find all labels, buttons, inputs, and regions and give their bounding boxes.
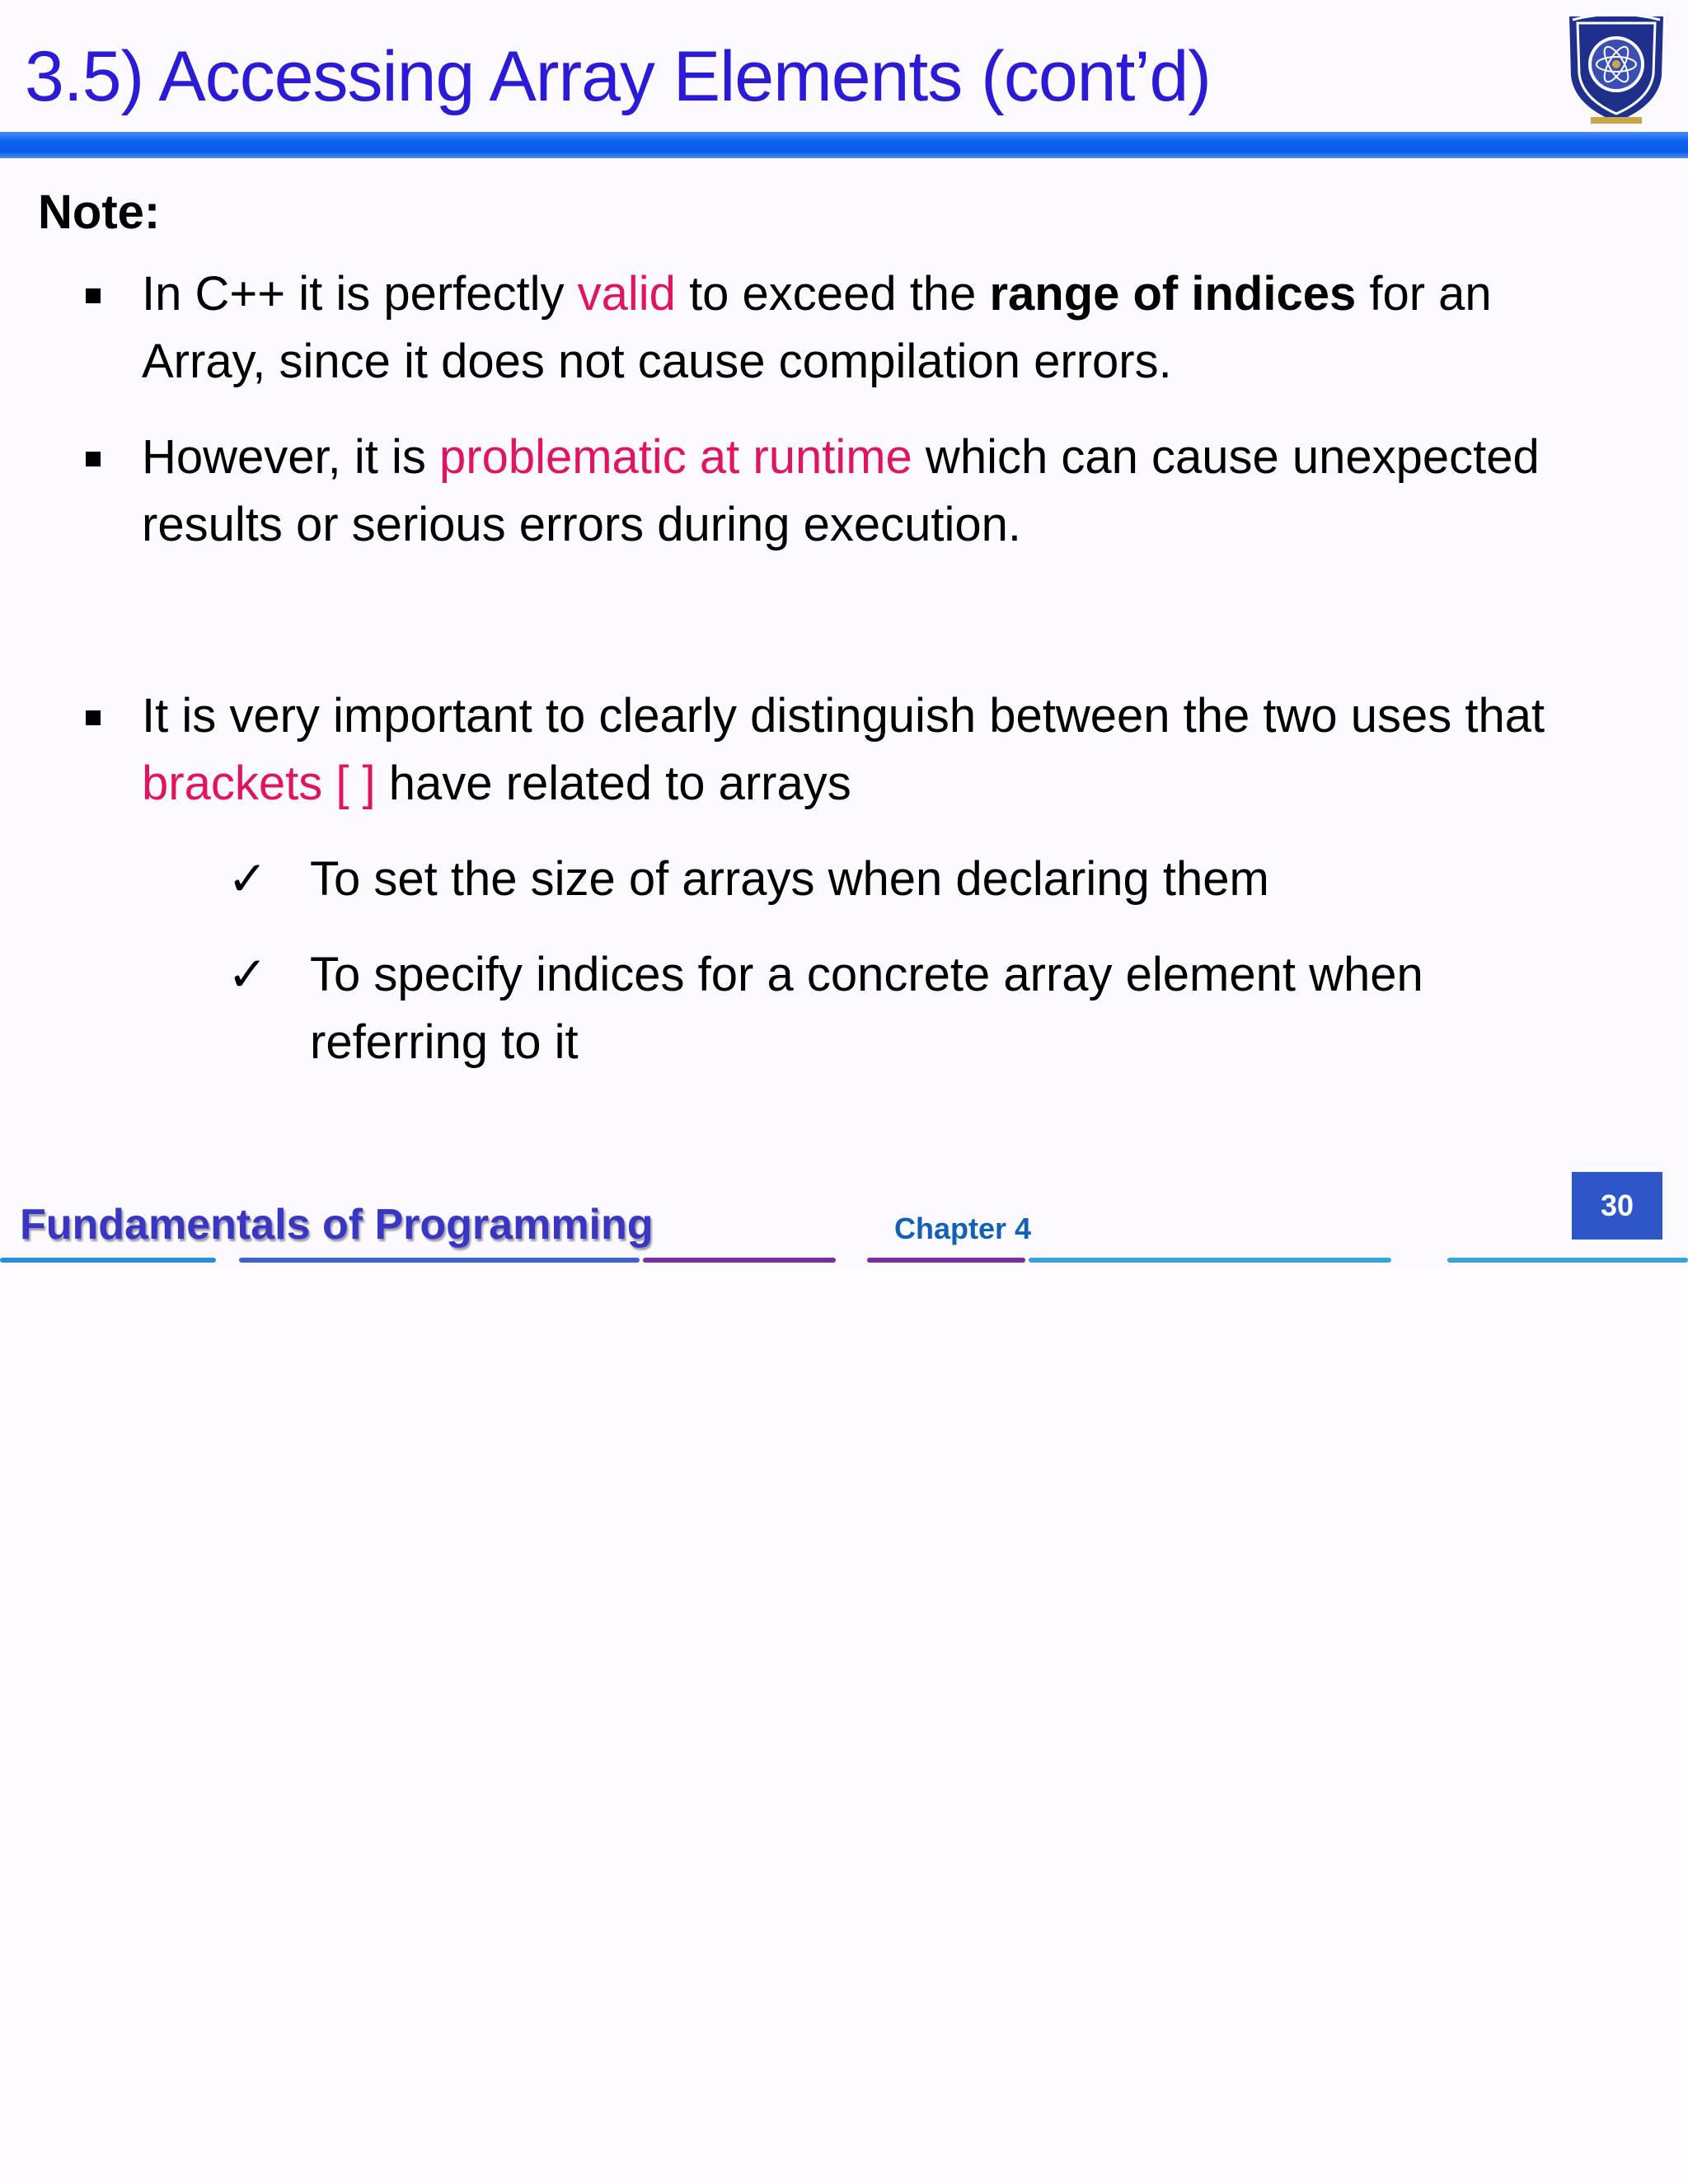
square-bullet-icon [38,424,142,491]
footer-line-segment [1447,1258,1688,1263]
highlight-brackets: brackets [ ] [142,757,376,810]
footer-line-segment [1029,1258,1391,1263]
footer-line-segment [0,1258,216,1263]
footer-line-segment [239,1258,640,1263]
note-heading: Note: [38,185,161,239]
highlight-problematic-at-runtime: problematic at runtime [439,430,912,484]
checkmark-icon: ✓ [227,852,268,906]
sub-bullet-specify-indices: ✓ To specify indices for a concrete array element when referring to it [310,941,1596,1076]
square-bullet-icon [38,260,142,328]
footer-course-title: Fundamentals of Programming [20,1201,654,1249]
checkmark-icon: ✓ [227,948,268,1001]
highlight-valid: valid [577,267,676,321]
footer-chapter: Chapter 4 [894,1212,1032,1245]
sub-bullet-set-size: ✓ To set the size of arrays when declaring them [310,846,1596,913]
university-seal-icon [1561,5,1672,129]
bullet-bracket-uses: It is very important to clearly distinguish between the two uses that brackets [ ] have related to arrays [142,682,1625,818]
slide-title: 3.5) Accessing Array Elements (cont’d) [25,37,1211,116]
footer-line-segment [643,1258,836,1263]
bullet-valid-indices: In C++ it is perfectly valid to exceed the range of indices for an Array, since it does not cause compilation errors. [142,260,1625,396]
title-underline-bar [0,132,1688,158]
bullet-runtime-problem: However, it is problematic at runtime which can cause unexpected results or serious errors during execution. [142,424,1625,559]
square-bullet-icon [38,682,142,750]
page-number-badge: 30 [1572,1172,1662,1240]
footer-line-segment [867,1258,1025,1263]
bold-range-of-indices: range of indices [989,267,1357,321]
